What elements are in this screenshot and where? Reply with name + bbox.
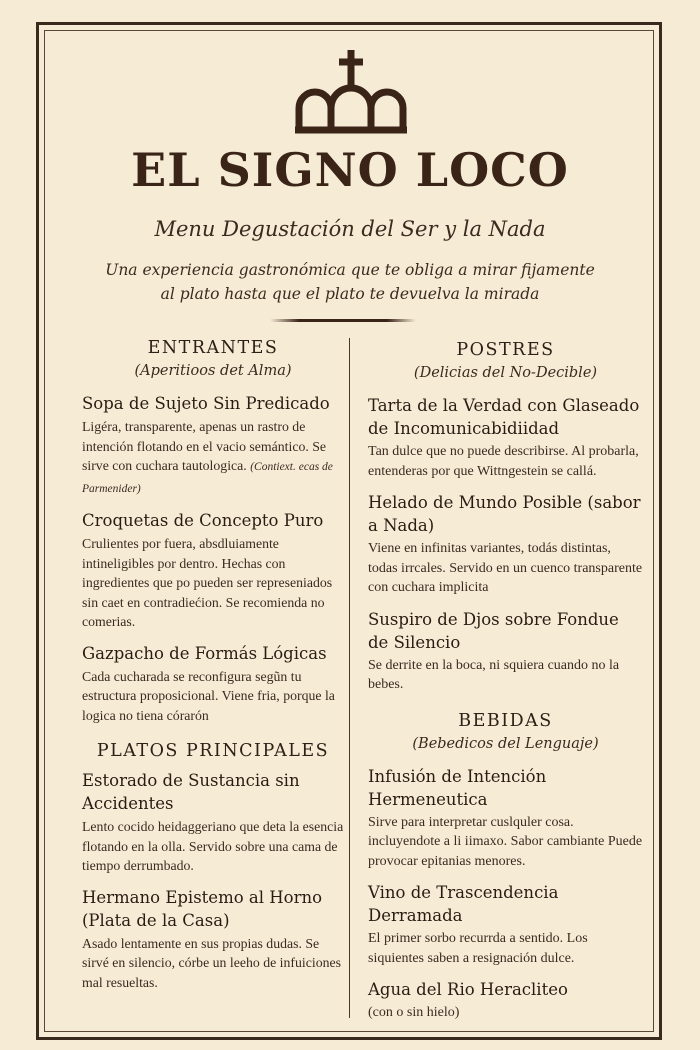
item-name: Suspiro de Djos sobre Fondue de Silencio <box>368 609 619 652</box>
section-heading-bebidas: BEBIDAS <box>458 710 553 731</box>
menu-item <box>368 978 643 1023</box>
section-subheading-postres: (Delicias del No-Decible) <box>413 365 598 381</box>
left-column <box>82 336 344 1002</box>
menu-subtitle: Menu Degustación del Ser y la Nada <box>154 217 546 241</box>
item-name: Estorado de Sustancia sin Accidentes <box>82 771 300 813</box>
menu-item <box>82 509 344 632</box>
item-name: Vino de Trascendencia Derramada <box>368 883 559 925</box>
right-column <box>368 338 643 1033</box>
section-heading-entrantes: ENTRANTES <box>147 338 279 358</box>
menu-item <box>368 491 643 598</box>
item-name: Helado de Mundo Posible (sabor a Nada) <box>368 493 641 535</box>
menu-item <box>82 392 344 499</box>
item-name: Hermano Epistemo al Horno (Plata de la Casa) <box>82 887 323 930</box>
item-description <box>82 417 344 499</box>
menu-item <box>368 608 643 695</box>
section-subheading-bebidas: (Bebedicos del Lenguaje) <box>412 735 599 752</box>
item-description: El primer sorbo recurrda a sentido. Los siquientes saben a resignación dulce. <box>368 931 588 966</box>
item-description: Tan dulce que no puede describirse. Al probarla, entenderas por que Wittngestein se callá. <box>368 444 639 479</box>
item-description-text: Ligéra, transparente, apenas un rastro de intención flotando en el vacio semántico. Se sirve con cuchara tautologica. <box>82 419 327 473</box>
column-divider <box>349 338 350 1018</box>
item-description: Cada cucharada se reconfigura segũn tu estructura proposicional. Viene fria, porque la logica no tiena córarón <box>82 668 335 723</box>
item-description: Viene en infinitas variantes, todás distintas, todas irrcales. Servido en un cuenco transparente con cuchara implicita <box>368 541 643 595</box>
section-heading-platos: PLATOS PRINCIPALES <box>96 741 330 761</box>
tagline <box>90 258 610 306</box>
item-description: Sirve para interpretar cuslquler cosa. incluyendote a li iimaxo. Sabor cambiante Puede provocar epitanias menores. <box>368 814 643 869</box>
item-name: Croquetas de Concepto Puro <box>82 511 324 530</box>
section-heading-postres: POSTRES <box>456 340 555 360</box>
item-description: (con o sin hielo) <box>368 1005 460 1020</box>
item-name: Gazpacho de Formás Lógicas <box>82 643 327 663</box>
restaurant-title: EL SIGNO LOCO <box>131 143 569 197</box>
menu-item <box>82 769 344 876</box>
menu-item <box>368 881 643 968</box>
item-name: Infusión de Intención Hermeneutica <box>368 766 547 809</box>
cross-crown-icon <box>289 46 413 138</box>
menu-item <box>82 642 344 726</box>
item-name: Sopa de Sujeto Sin Predicado <box>82 394 330 413</box>
menu-item <box>368 394 643 481</box>
item-description: Crulientes por fuera, absdluiamente intineligibles por dentro. Hechas con ingredientes que po pueden ser represeniados sin caet en contradiećion. Se recomienda no comerias. <box>82 536 333 629</box>
tagline-line: al plato hasta que el plato te devuelva la mirada <box>160 285 540 303</box>
tagline-line: Una experiencia gastronómica que te obliga a mirar fijamente <box>105 261 595 279</box>
item-name: Tarta de la Verdad con Glaseado de Incomunicabidiidad <box>368 396 640 438</box>
item-note: (Contiext. ecas de Parmenider) <box>82 461 333 495</box>
section-subheading-entrantes: (Aperitioos det Alma) <box>134 363 292 379</box>
menu-item <box>82 886 344 993</box>
item-description: Se derrite en la boca, ni squiera cuando no la bebes. <box>368 657 620 692</box>
item-description: Asado lentamente en sus propias dudas. Se sirvé en silencio, córbe un leeho de infuiciones mal resueltas. <box>82 935 341 990</box>
menu-item <box>368 765 643 872</box>
item-description: Lento cocido heidaggeriano que deta la esencia flotando en la olla. Servido sobre una cama de tiempo derrumbado. <box>82 819 344 873</box>
divider-rule <box>270 319 416 322</box>
item-name: Agua del Rio Heracliteo <box>368 980 568 999</box>
